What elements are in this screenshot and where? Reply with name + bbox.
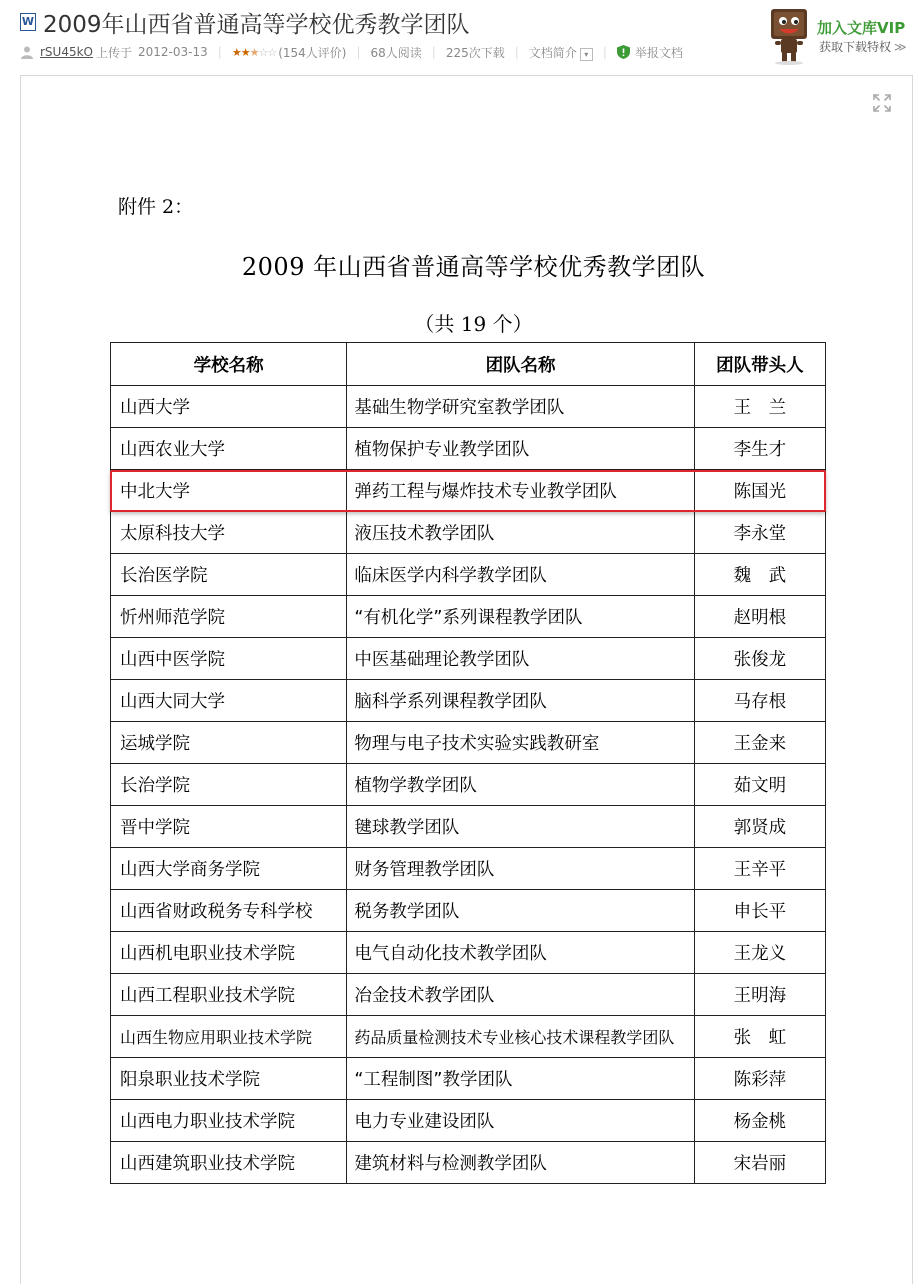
table-row: [111, 428, 826, 470]
team-name-cell: 液压技术教学团队: [347, 512, 694, 554]
team-leader-cell: 魏 武: [694, 554, 825, 596]
download-count: 225次下载: [445, 45, 505, 60]
team-leader-cell: 李生才: [694, 428, 825, 470]
table-row: [111, 512, 826, 554]
document-title: 2009年山西省普通高等学校优秀教学团队: [43, 12, 470, 38]
team-leader-cell: 李永堂: [694, 512, 825, 554]
summary-toggle[interactable]: [529, 44, 593, 61]
team-leader-cell: 马存根: [694, 680, 825, 722]
school-name-cell: 山西大同大学: [111, 680, 347, 722]
table-row: [111, 1058, 826, 1100]
table-row: [111, 1142, 826, 1184]
school-name-cell: 长治学院: [111, 764, 347, 806]
team-name-cell: 药品质量检测技术专业核心技术课程教学团队: [347, 1016, 694, 1058]
table-row: [111, 470, 826, 512]
school-name-cell: 阳泉职业技术学院: [111, 1058, 347, 1100]
team-name-cell: “工程制图”教学团队: [347, 1058, 694, 1100]
meta-divider: |: [602, 45, 607, 59]
user-icon: [20, 45, 34, 59]
team-leader-cell: 张俊龙: [694, 638, 825, 680]
star-icon: ★: [231, 45, 241, 59]
school-name-cell: 忻州师范学院: [111, 596, 347, 638]
team-leader-cell: 郭贤成: [694, 806, 825, 848]
school-name-cell: 山西电力职业技术学院: [111, 1100, 347, 1142]
school-name-cell: 山西建筑职业技术学院: [111, 1142, 347, 1184]
table-row: [111, 722, 826, 764]
rating-count: (154人评价): [278, 45, 347, 60]
team-name-cell: 电气自动化技术教学团队: [347, 932, 694, 974]
read-count: 68人阅读: [370, 45, 422, 60]
team-name-cell: 税务教学团队: [347, 890, 694, 932]
school-name-cell: 山西省财政税务专科学校: [111, 890, 347, 932]
team-leader-cell: 王辛平: [694, 848, 825, 890]
school-name-cell: 山西机电职业技术学院: [111, 932, 347, 974]
team-leader-cell: 申长平: [694, 890, 825, 932]
team-leader-cell: 王龙义: [694, 932, 825, 974]
vip-promo[interactable]: [765, 5, 920, 65]
table-row: [111, 764, 826, 806]
report-document-link[interactable]: 举报文档: [634, 45, 683, 60]
attachment-label: 附件 2：: [118, 196, 194, 218]
vip-subtitle-text: 获取下载特权: [819, 40, 892, 54]
fullscreen-icon[interactable]: [873, 94, 891, 112]
team-leader-cell: 王明海: [694, 974, 825, 1016]
team-count: （共 19 个）: [414, 312, 533, 336]
column-header-leader: 团队带头人: [694, 343, 825, 386]
school-name-cell: 中北大学: [111, 470, 347, 512]
table-row: [111, 974, 826, 1016]
rating-stars: [232, 46, 276, 59]
document-heading: 2009 年山西省普通高等学校优秀教学团队: [241, 253, 706, 281]
star-icon: ☆: [258, 45, 268, 59]
shield-icon: [617, 45, 630, 59]
team-leader-cell: 宋岩丽: [694, 1142, 825, 1184]
school-name-cell: 山西生物应用职业技术学院: [111, 1016, 347, 1058]
team-leader-cell: 杨金桃: [694, 1100, 825, 1142]
vip-subtitle: [819, 38, 907, 55]
star-icon: ★: [240, 45, 250, 59]
document-header: [0, 0, 924, 72]
team-name-cell: 物理与电子技术实验实践教研室: [347, 722, 694, 764]
star-icon: ★: [249, 45, 259, 59]
table-row: [111, 1100, 826, 1142]
team-name-cell: 植物保护专业教学团队: [347, 428, 694, 470]
table-row: [111, 638, 826, 680]
team-leader-cell: 陈彩萍: [694, 1058, 825, 1100]
team-leader-cell: 张 虹: [694, 1016, 825, 1058]
team-leader-cell: 王金来: [694, 722, 825, 764]
table-row: [111, 596, 826, 638]
uploaded-label: 上传于: [96, 45, 133, 60]
school-name-cell: 长治医学院: [111, 554, 347, 596]
team-name-cell: 基础生物学研究室教学团队: [347, 386, 694, 428]
chevron-down-icon: ▾: [580, 48, 593, 61]
school-name-cell: 山西大学商务学院: [111, 848, 347, 890]
school-name-cell: 运城学院: [111, 722, 347, 764]
document-meta-bar: [20, 44, 683, 60]
school-name-cell: 山西工程职业技术学院: [111, 974, 347, 1016]
meta-divider: |: [514, 45, 519, 59]
team-leader-cell: 王 兰: [694, 386, 825, 428]
team-name-cell: 建筑材料与检测教学团队: [347, 1142, 694, 1184]
table-row: [111, 806, 826, 848]
team-name-cell: 冶金技术教学团队: [347, 974, 694, 1016]
table-row: [111, 848, 826, 890]
star-icon: ☆: [267, 45, 277, 59]
double-chevron-right-icon: ≫: [894, 40, 907, 54]
school-name-cell: 太原科技大学: [111, 512, 347, 554]
team-name-cell: 财务管理教学团队: [347, 848, 694, 890]
meta-divider: |: [356, 45, 361, 59]
uploader-link[interactable]: rSU45kO: [40, 45, 93, 59]
school-name-cell: 山西大学: [111, 386, 347, 428]
word-doc-icon: W: [20, 13, 36, 31]
column-header-school: 学校名称: [111, 343, 347, 386]
team-leader-cell: 陈国光: [694, 470, 825, 512]
table-row: [111, 932, 826, 974]
summary-label: 文档简介: [528, 45, 577, 60]
column-header-team: 团队名称: [347, 343, 694, 386]
school-name-cell: 山西农业大学: [111, 428, 347, 470]
team-name-cell: “有机化学”系列课程教学团队: [347, 596, 694, 638]
team-name-cell: 弹药工程与爆炸技术专业教学团队: [347, 470, 694, 512]
meta-divider: |: [431, 45, 436, 59]
team-name-cell: 植物学教学团队: [347, 764, 694, 806]
team-name-cell: 脑科学系列课程教学团队: [347, 680, 694, 722]
team-name-cell: 临床医学内科学教学团队: [347, 554, 694, 596]
bookworm-mascot-icon: [765, 5, 813, 65]
table-row: [111, 386, 826, 428]
teams-table: [110, 342, 826, 1184]
team-name-cell: 电力专业建设团队: [347, 1100, 694, 1142]
vip-title: 加入文库VIP: [817, 19, 906, 37]
school-name-cell: 山西中医学院: [111, 638, 347, 680]
meta-divider: |: [217, 45, 222, 59]
upload-date: 2012-03-13: [138, 45, 208, 59]
table-row: [111, 680, 826, 722]
team-leader-cell: 赵明根: [694, 596, 825, 638]
table-header-row: [111, 343, 826, 386]
school-name-cell: 晋中学院: [111, 806, 347, 848]
team-leader-cell: 茹文明: [694, 764, 825, 806]
team-name-cell: 中医基础理论教学团队: [347, 638, 694, 680]
table-row: [111, 890, 826, 932]
table-row: [111, 1016, 826, 1058]
table-row: [111, 554, 826, 596]
team-name-cell: 毽球教学团队: [347, 806, 694, 848]
